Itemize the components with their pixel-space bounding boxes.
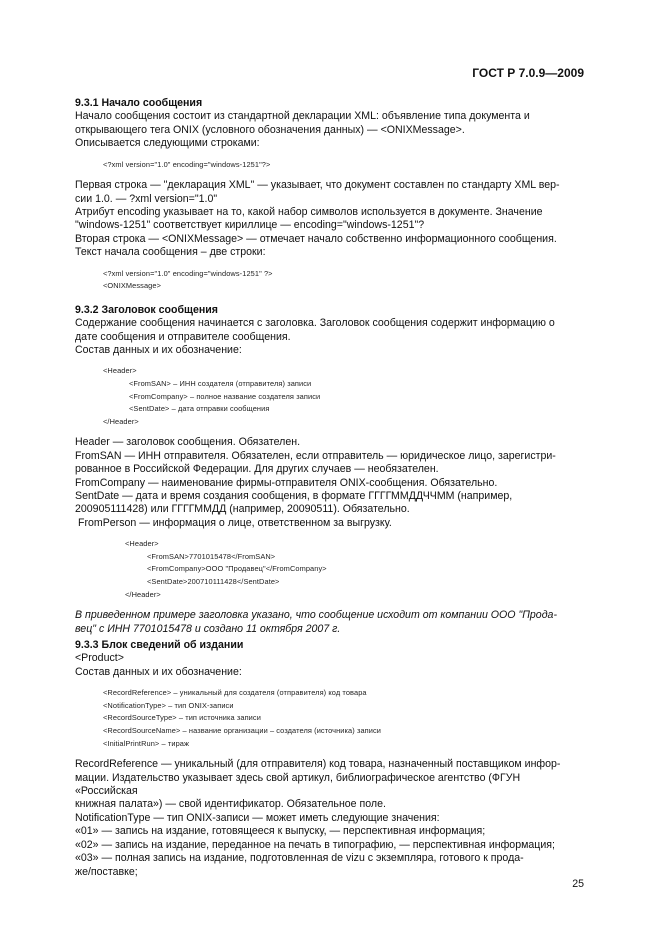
text-line: RecordReference — уникальный (для отправителя) код товара, назначенный поставщиком инфор- bbox=[75, 758, 561, 771]
section-9-3-2-title: 9.3.2 Заголовок сообщения bbox=[75, 303, 218, 316]
code-line: <Header> bbox=[103, 366, 137, 376]
code-line: <FromSAN>7701015478</FromSAN> bbox=[147, 551, 276, 561]
text-line: Начало сообщения состоит из стандартной декларации XML: объявление типа документа и bbox=[75, 110, 530, 123]
text-line: FromSAN — ИНН отправителя. Обязателен, если отправитель — юридическое лицо, зарегистри- bbox=[75, 449, 556, 462]
text-line: "windows-1251" соответствует кириллице — encoding="windows-1251"? bbox=[75, 219, 425, 232]
code-line: <SentDate> – дата отправки сообщения bbox=[129, 404, 270, 414]
text-line: дате сообщения и отправителе сообщения. bbox=[75, 330, 291, 343]
section-9-3-3-title: 9.3.3 Блок сведений об издании bbox=[75, 639, 244, 652]
text-line: Первая строка — "декларация XML" — указывает, что документ составлен по стандарту XML вер- bbox=[75, 179, 560, 192]
text-line: же/поставке; bbox=[75, 865, 138, 878]
text-line: сии 1.0. — ?xml version="1.0" bbox=[75, 192, 218, 205]
text-line: 200905111428) или ГГГГММДД (например, 20090511). Обязательно. bbox=[75, 503, 410, 516]
text-line: Атрибут encoding указывает на то, какой набор символов используется в документе. Значение bbox=[75, 206, 543, 219]
code-line: <ONIXMessage> bbox=[103, 281, 161, 291]
code-line: <RecordReference> – уникальный для создателя (отправителя) код товара bbox=[103, 688, 367, 698]
page-number: 25 bbox=[572, 878, 584, 890]
code-line: <Header> bbox=[125, 539, 159, 549]
code-line: <FromCompany> – полное название создателя записи bbox=[129, 391, 321, 401]
document-code: ГОСТ Р 7.0.9—2009 bbox=[472, 66, 584, 80]
text-line: «02» — запись на издание, переданное на печать в типографию, — перспективная информация; bbox=[75, 838, 555, 851]
code-line: <SentDate>200710111428</SentDate> bbox=[147, 577, 280, 587]
text-line: NotificationType — тип ONIX-записи — может иметь следующие значения: bbox=[75, 811, 440, 824]
code-line: <NotificationType> – тип ONIX-записи bbox=[103, 700, 234, 710]
text-line: Вторая строка — <ONIXMessage> — отмечает начало собственно информационного сообщения. bbox=[75, 232, 557, 245]
code-line: </Header> bbox=[103, 416, 139, 426]
text-line: FromPerson — информация о лице, ответственном за выгрузку. bbox=[78, 516, 392, 529]
text-line: <Product> bbox=[75, 652, 124, 665]
code-line: <?xml version="1.0" encoding="windows-1251" ?> bbox=[103, 268, 273, 278]
text-line: Состав данных и их обозначение: bbox=[75, 344, 242, 357]
text-line: «01» — запись на издание, готовящееся к выпуску, — перспективная информация; bbox=[75, 825, 486, 838]
code-line: <RecordSourceType> – тип источника записи bbox=[103, 713, 261, 723]
code-line: <FromSAN> – ИНН создателя (отправителя) записи bbox=[129, 379, 312, 389]
code-line: <RecordSourceName> – название организации – создателя (источника) записи bbox=[103, 726, 382, 736]
text-line: рованное в Российской Федерации. Для других случаев — необязателен. bbox=[75, 463, 439, 476]
text-line: «03» — полная запись на издание, подготовленная de vizu с экземпляра, готового к прода- bbox=[75, 852, 524, 865]
text-line: Header — заголовок сообщения. Обязателен. bbox=[75, 436, 301, 449]
text-line: Текст начала сообщения – две строки: bbox=[75, 246, 266, 259]
page-content bbox=[75, 94, 584, 879]
code-line: <FromCompany>ООО "Продавец"</FromCompany> bbox=[147, 564, 327, 574]
note-line: вец" с ИНН 7701015478 и создано 11 октября 2007 г. bbox=[75, 622, 341, 635]
text-line: мации. Издательство указывает здесь свой артикул, библиографическое агентство (ФГУН «Российская bbox=[75, 771, 521, 798]
text-line: Описывается следующими строками: bbox=[75, 137, 260, 150]
text-line: Содержание сообщения начинается с заголовка. Заголовок сообщения содержит информацию о bbox=[75, 317, 555, 330]
text-line: Состав данных и их обозначение: bbox=[75, 665, 242, 678]
code-line: </Header> bbox=[125, 589, 161, 599]
text-line: FromCompany — наименование фирмы-отправителя ONIX-сообщения. Обязательно. bbox=[75, 476, 498, 489]
text-line: SentDate — дата и время создания сообщения, в формате ГГГГММДДЧЧММ (например, bbox=[75, 490, 513, 503]
code-line: <InitialPrintRun> – тираж bbox=[103, 738, 190, 748]
section-9-3-1-title: 9.3.1 Начало сообщения bbox=[75, 97, 203, 109]
paragraph bbox=[75, 110, 584, 123]
code-line: <?xml version="1.0" encoding="windows-1251"?> bbox=[103, 159, 271, 169]
text-line: открывающего тега ONIX (условного обозначения данных) — <ONIXMessage>. bbox=[75, 123, 465, 136]
text-line: книжная палата») — свой идентификатор. Обязательное поле. bbox=[75, 798, 386, 811]
note-line: В приведенном примере заголовка указано, что сообщение исходит от компании ООО "Прода- bbox=[75, 609, 557, 622]
